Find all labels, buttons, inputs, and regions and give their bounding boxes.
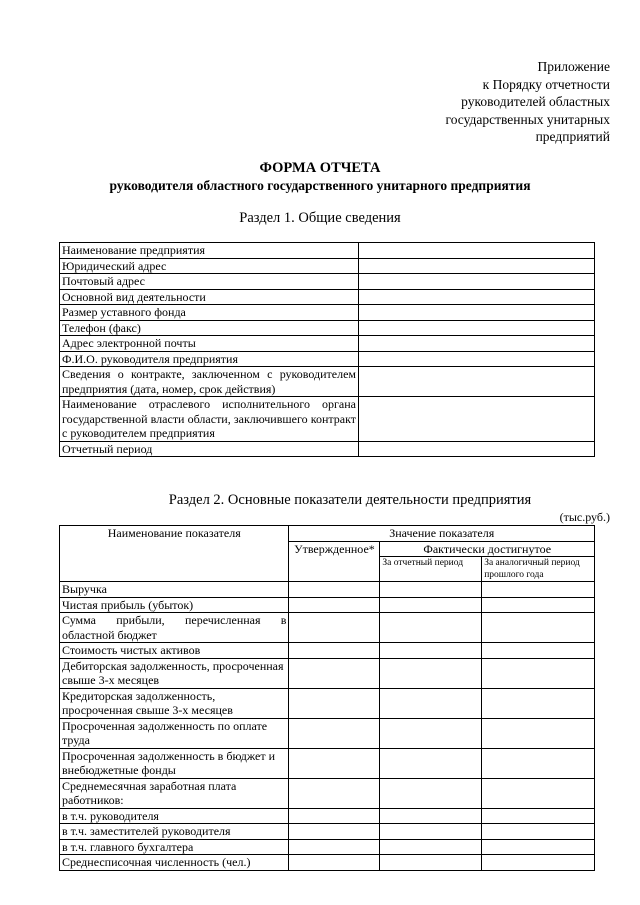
value-cell[interactable] (289, 718, 380, 748)
value-cell[interactable] (359, 320, 595, 336)
value-cell[interactable] (380, 778, 482, 808)
value-cell[interactable] (482, 597, 595, 613)
value-cell[interactable] (380, 824, 482, 840)
row-label: Кредиторская задолженность, просроченная свыше 3-х месяцев (60, 688, 289, 718)
value-cell[interactable] (359, 274, 595, 290)
indicators-table (59, 525, 595, 871)
table-row (60, 397, 595, 442)
header-indicator: Наименование показателя (60, 526, 289, 582)
table-row (60, 839, 595, 855)
table-row (60, 824, 595, 840)
form-title: ФОРМА ОТЧЕТА (259, 160, 381, 176)
header-actual: Фактически достигнутое (380, 541, 595, 557)
row-label: Сумма прибыли, перечисленная в областной бюджет (60, 613, 289, 643)
value-cell[interactable] (482, 613, 595, 643)
appendix-note (370, 58, 610, 146)
header-prev-year: За аналогичный период прошлого года (482, 557, 595, 582)
row-label: Стоимость чистых активов (60, 643, 289, 659)
value-cell[interactable] (289, 748, 380, 778)
table-row (60, 643, 595, 659)
row-label: Отчетный период (60, 441, 359, 457)
value-cell[interactable] (380, 839, 482, 855)
header-row (60, 526, 595, 542)
value-cell[interactable] (289, 778, 380, 808)
value-cell[interactable] (359, 441, 595, 457)
value-cell[interactable] (289, 613, 380, 643)
table-row (60, 748, 595, 778)
value-cell[interactable] (359, 258, 595, 274)
table-row (60, 351, 595, 367)
table-row (60, 367, 595, 397)
section1-heading: Раздел 1. Общие сведения (239, 210, 401, 226)
value-cell[interactable] (482, 808, 595, 824)
row-label: Среднемесячная заработная плата работников: (60, 778, 289, 808)
value-cell[interactable] (482, 778, 595, 808)
row-label: Телефон (факс) (60, 320, 359, 336)
value-cell[interactable] (380, 643, 482, 659)
value-cell[interactable] (380, 718, 482, 748)
table-row (60, 597, 595, 613)
value-cell[interactable] (289, 582, 380, 598)
general-info-table (59, 242, 595, 457)
value-cell[interactable] (359, 397, 595, 442)
value-cell[interactable] (482, 839, 595, 855)
row-label: Адрес электронной почты (60, 336, 359, 352)
row-label: Просроченная задолженность по оплате труда (60, 718, 289, 748)
row-label: Просроченная задолженность в бюджет и внебюджетные фонды (60, 748, 289, 778)
table-row (60, 658, 595, 688)
row-label: Наименование отраслевого исполнительного органа государственной власти области, заключившего контракт с руководителем предприятия (60, 397, 359, 442)
value-cell[interactable] (359, 289, 595, 305)
table-row (60, 441, 595, 457)
value-cell[interactable] (289, 855, 380, 871)
value-cell[interactable] (482, 748, 595, 778)
value-cell[interactable] (289, 597, 380, 613)
row-label: Среднесписочная численность (чел.) (60, 855, 289, 871)
row-label: Ф.И.О. руководителя предприятия (60, 351, 359, 367)
row-label: в т.ч. заместителей руководителя (60, 824, 289, 840)
value-cell[interactable] (359, 243, 595, 259)
header-period: За отчетный период (380, 557, 482, 582)
table-row (60, 613, 595, 643)
row-label: Размер уставного фонда (60, 305, 359, 321)
value-cell[interactable] (289, 643, 380, 659)
form-subtitle: руководителя областного государственного унитарного предприятия (109, 178, 531, 193)
value-cell[interactable] (380, 688, 482, 718)
value-cell[interactable] (359, 351, 595, 367)
appendix-line: государственных унитарных (445, 111, 610, 127)
value-cell[interactable] (359, 336, 595, 352)
row-label: Основной вид деятельности (60, 289, 359, 305)
value-cell[interactable] (289, 824, 380, 840)
header-value: Значение показателя (289, 526, 595, 542)
value-cell[interactable] (482, 824, 595, 840)
header-approved: Утвержденное* (289, 541, 380, 582)
value-cell[interactable] (482, 582, 595, 598)
value-cell[interactable] (380, 748, 482, 778)
row-label: Наименование предприятия (60, 243, 359, 259)
row-label: Чистая прибыль (убыток) (60, 597, 289, 613)
value-cell[interactable] (359, 305, 595, 321)
table-row (60, 243, 595, 259)
table-row (60, 778, 595, 808)
table-row (60, 258, 595, 274)
value-cell[interactable] (380, 855, 482, 871)
table-row (60, 305, 595, 321)
value-cell[interactable] (380, 582, 482, 598)
value-cell[interactable] (482, 658, 595, 688)
table-row (60, 320, 595, 336)
section2-heading: Раздел 2. Основные показатели деятельности предприятия (168, 492, 532, 508)
value-cell[interactable] (380, 808, 482, 824)
value-cell[interactable] (482, 643, 595, 659)
row-label: Сведения о контракте, заключенном с руководителем предприятия (дата, номер, срок действия) (60, 367, 359, 397)
value-cell[interactable] (482, 688, 595, 718)
table-row (60, 582, 595, 598)
appendix-line: руководителей областных (461, 94, 610, 109)
table-row (60, 688, 595, 718)
table-row (60, 808, 595, 824)
value-cell[interactable] (289, 658, 380, 688)
row-label: в т.ч. главного бухгалтера (60, 839, 289, 855)
appendix-line: Приложение (537, 59, 610, 74)
value-cell[interactable] (380, 658, 482, 688)
value-cell[interactable] (289, 688, 380, 718)
value-cell[interactable] (380, 597, 482, 613)
table-row (60, 336, 595, 352)
row-label: Юридический адрес (60, 258, 359, 274)
value-cell[interactable] (482, 855, 595, 871)
table-row (60, 274, 595, 290)
value-cell[interactable] (380, 613, 482, 643)
table-row (60, 855, 595, 871)
table-row (60, 289, 595, 305)
table-row (60, 718, 595, 748)
value-cell[interactable] (289, 839, 380, 855)
row-label: Выручка (60, 582, 289, 598)
value-cell[interactable] (359, 367, 595, 397)
value-cell[interactable] (289, 808, 380, 824)
row-label: Дебиторская задолженность, просроченная свыше 3-х месяцев (60, 658, 289, 688)
row-label: в т.ч. руководителя (60, 808, 289, 824)
value-cell[interactable] (482, 718, 595, 748)
units-label: (тыс.руб.) (559, 510, 610, 524)
appendix-line: предприятий (535, 129, 610, 144)
appendix-line: к Порядку отчетности (482, 76, 610, 92)
row-label: Почтовый адрес (60, 274, 359, 290)
